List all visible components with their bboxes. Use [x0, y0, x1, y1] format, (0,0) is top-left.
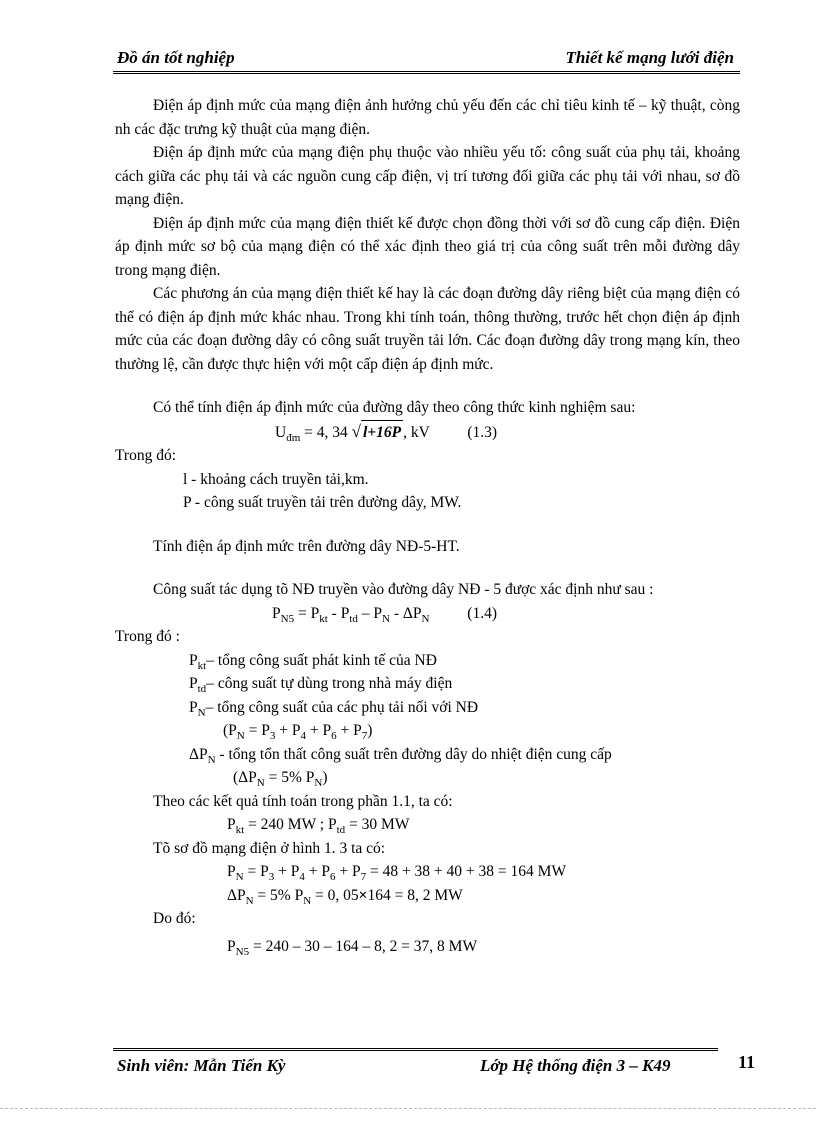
- footer-class: Lớp Hệ thống điện 3 – K49: [480, 1056, 671, 1075]
- delta-pn-percent: ($\Delta P_N = 5\%$ $P_N$): [233, 769, 328, 789]
- definition-pkt: $P_{kt}-$ tổng công suất phát kinh tế của NĐ: [189, 651, 437, 672]
- therefore-label: Do đó:: [153, 910, 196, 927]
- calculation-title: Tính điện áp định mức trên đường dây NĐ-5-HT.: [153, 537, 460, 555]
- equation-1-4: $P_{N5} = P_{kt} - P_{td} - P_N - \Delta P_N$ (1.4): [115, 602, 740, 626]
- formula-intro: Có thể tính điện áp định mức của đường dây theo công thức kinh nghiệm sau:: [153, 399, 636, 416]
- paragraph-3: Điện áp định mức của mạng điện thiết kế được chọn đồng thời với sơ đồ cung cấp điện. Điện áp định mức sơ bộ của mạng điện có thể xác định theo giá trị của công suất trên mỗi đường dây trong mạng điện.: [115, 214, 740, 279]
- footer-student: Sinh viên: Mẫn Tiến Kỳ: [117, 1056, 286, 1075]
- results-values: $P_{kt} = 240$ MW ; $P_{td} = 30$ MW: [227, 816, 410, 836]
- equation-number: (1.4): [467, 604, 497, 622]
- paragraph-2: Điện áp định mức của mạng điện phụ thuộc vào nhiều yếu tố: công suất của phụ tải, khoảng cách giữa các phụ tải và các nguồn cung cấp điện, vị trí tương đối giữa các phụ tải với nhau, sơ đồ mạng điện.: [115, 144, 740, 208]
- power-intro: Công suất tác dụng tõ NĐ truyền vào đường dây NĐ - 5 được xác định như sau :: [153, 581, 654, 598]
- definition-l: l - khoảng cách truyền tải,km.: [183, 470, 369, 488]
- radicand: l+16P: [361, 420, 403, 445]
- header-right-title: Thiết kế mạng lưới điện: [565, 48, 734, 67]
- footer-rule: [113, 1048, 718, 1051]
- delta-pn-calculation: $\Delta P_N = 5\%$ $P_N = 0$, 05×164 = 8, 2 MW: [227, 886, 463, 907]
- pn-calculation: $P_N = P_3 + P_4 + P_6 + P_7 = 48 + 38 + 40 + 38 = 164$ MW: [227, 863, 567, 883]
- final-calculation: $P_{N5} = 240 - 30 - 164 - 8$, 2 = 37, 8 MW: [227, 937, 478, 958]
- sqrt-icon: √: [351, 421, 361, 441]
- document-body: [115, 94, 740, 958]
- header-rule: [113, 71, 740, 74]
- page-bottom-divider: [0, 1108, 816, 1109]
- page-number: 11: [738, 1052, 756, 1072]
- definition-ptd: $P_{td}-$ công suất tự dùng trong nhà máy điện: [189, 675, 453, 695]
- where-label-1: Trong đó:: [115, 447, 177, 464]
- definition-p: P - công suất truyền tải trên đường dây, MW.: [183, 494, 462, 511]
- diagram-intro: Tõ sơ đồ mạng điện ở hình 1. 3 ta có:: [153, 839, 386, 857]
- where-label-2: Trong đó :: [115, 628, 180, 645]
- definition-pn: $P_N-$ tổng công suất của các phụ tải nối với NĐ: [189, 698, 479, 719]
- definition-delta-pn: $\Delta P_N$ - tổng tổn thất công suất trên đường dây do nhiệt điện cung cấp: [189, 745, 612, 766]
- pn-sum-formula: $(P_N = P_3 + P_4 + P_6 + P_7)$: [223, 722, 373, 742]
- paragraph-1: Điện áp định mức của mạng điện ảnh hưởng chủ yếu đến các chỉ tiêu kinh tế – kỹ thuật, còng nh các đặc trưng kỹ thuật của mạng điện.: [115, 97, 740, 138]
- equation-number: (1.3): [467, 423, 498, 441]
- paragraph-4: Các phương án của mạng điện thiết kế hay là các đoạn đường dây riêng biệt của mạng điện có thể có điện áp định mức khác nhau. Trong khi tính toán, thông thường, trước hết chọn điện áp định mức của các đoạn đường dây có công suất truyền tải lớn. Các đoạn đường dây trong mạng kín, theo thường lệ, cần được thực hiện với một cấp điện áp định mức.: [115, 285, 740, 373]
- header-left-title: Đồ án tốt nghiệp: [117, 48, 235, 67]
- results-intro: Theo các kết quả tính toán trong phần 1.1, ta có:: [153, 792, 453, 810]
- equation-1-3: $U_{đm} = 4$, 34 √ l+16P , kV (1.3): [275, 421, 498, 444]
